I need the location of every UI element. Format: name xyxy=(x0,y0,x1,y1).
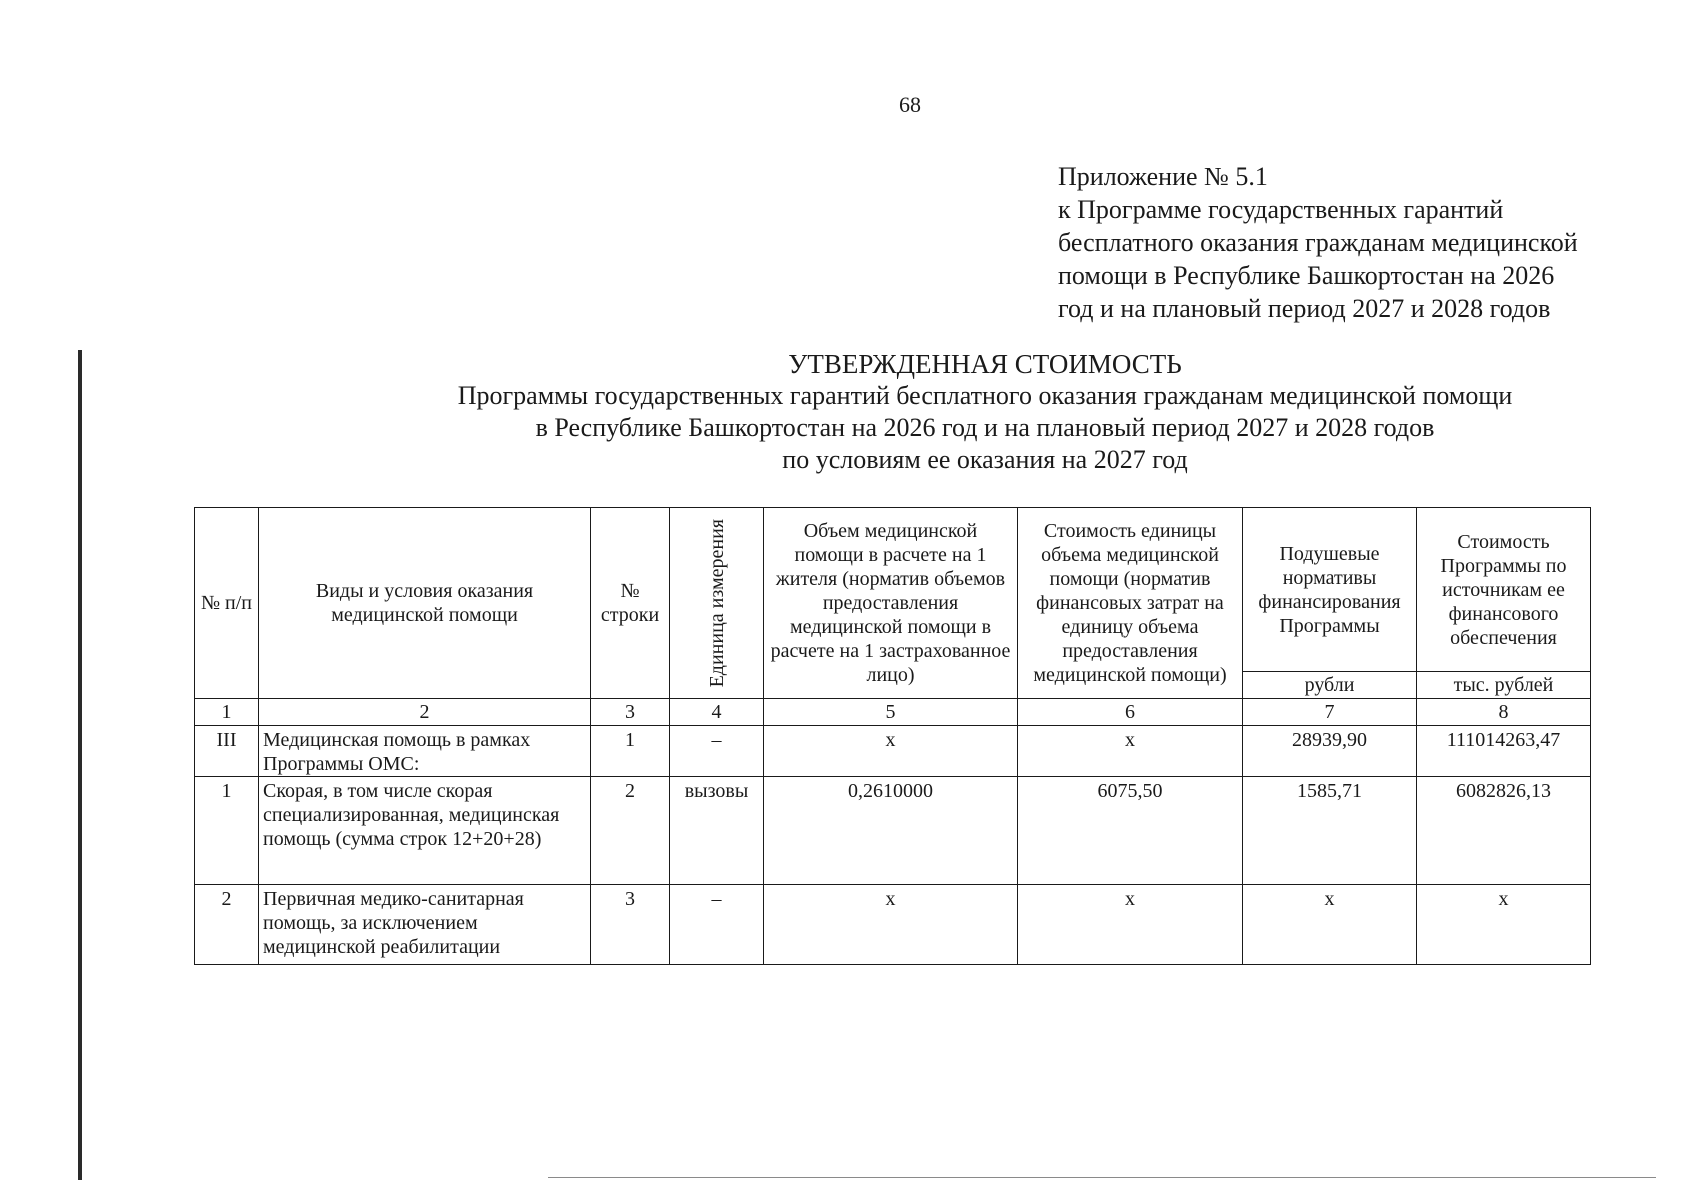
appendix-line: год и на плановый период 2027 и 2028 годов xyxy=(1058,294,1551,323)
header-unit-label: Единица измерения xyxy=(705,518,728,688)
cell-line: 1 xyxy=(591,726,670,777)
header-program-cost: Стоимость Программы по источникам ее финансового обеспечения xyxy=(1417,508,1591,672)
column-number: 2 xyxy=(259,699,591,726)
column-number: 7 xyxy=(1243,699,1417,726)
document-subtitle-line: в Республике Башкортостан на 2026 год и на плановый период 2027 и 2028 годов xyxy=(535,413,1435,442)
document-subtitle-line: Программы государственных гарантий бесплатного оказания гражданам медицинской помощи xyxy=(457,381,1513,410)
cell-num: 2 xyxy=(195,885,259,965)
cell-line: 3 xyxy=(591,885,670,965)
appendix-note xyxy=(1058,160,1618,325)
unit-rubles: рубли xyxy=(1243,672,1417,699)
table-row xyxy=(195,726,1591,777)
cell-unit: вызовы xyxy=(670,777,764,885)
column-number-row xyxy=(195,699,1591,726)
cell-name: Первичная медико-санитарная помощь, за исключением медицинской реабилитации xyxy=(259,885,591,965)
cell-num: III xyxy=(195,726,259,777)
cell-per-capita: 28939,90 xyxy=(1243,726,1417,777)
cell-line: 2 xyxy=(591,777,670,885)
table-row xyxy=(195,777,1591,885)
cell-name: Медицинская помощь в рамках Программы ОМС: xyxy=(259,726,591,777)
header-unit xyxy=(670,508,764,699)
appendix-line: бесплатного оказания гражданам медицинской xyxy=(1058,228,1578,257)
cost-table xyxy=(194,507,1591,965)
unit-thousand-rubles: тыс. рублей xyxy=(1417,672,1591,699)
header-unit-cost: Стоимость единицы объема медицинской помощи (норматив финансовых затрат на единицу объема предоставления медицинской помощи) xyxy=(1018,508,1243,699)
scan-bottom-line xyxy=(548,1177,1656,1178)
column-number: 1 xyxy=(195,699,259,726)
table-row xyxy=(195,885,1591,965)
cell-num: 1 xyxy=(195,777,259,885)
appendix-line: помощи в Республике Башкортостан на 2026 xyxy=(1058,261,1555,290)
document-subtitle-line: по условиям ее оказания на 2027 год xyxy=(782,445,1188,474)
document-title-block xyxy=(190,348,1697,476)
cell-unit-cost: x xyxy=(1018,726,1243,777)
cell-name: Скорая, в том числе скорая специализированная, медицинская помощь (сумма строк 12+20+28) xyxy=(259,777,591,885)
header-line-number: № строки xyxy=(591,508,670,699)
header-care-type: Виды и условия оказания медицинской помощи xyxy=(259,508,591,699)
cell-volume: 0,2610000 xyxy=(764,777,1018,885)
cell-volume: x xyxy=(764,726,1018,777)
cell-total: x xyxy=(1417,885,1591,965)
scan-edge-bar xyxy=(78,350,82,1180)
page-number: 68 xyxy=(899,92,921,117)
appendix-line: к Программе государственных гарантий xyxy=(1058,195,1504,224)
column-number: 8 xyxy=(1417,699,1591,726)
cell-total: 111014263,47 xyxy=(1417,726,1591,777)
header-row-number: № п/п xyxy=(195,508,259,699)
cell-per-capita: x xyxy=(1243,885,1417,965)
appendix-line: Приложение № 5.1 xyxy=(1058,162,1268,191)
column-number: 5 xyxy=(764,699,1018,726)
column-number: 6 xyxy=(1018,699,1243,726)
cell-volume: x xyxy=(764,885,1018,965)
cell-unit: – xyxy=(670,885,764,965)
column-number: 3 xyxy=(591,699,670,726)
column-number: 4 xyxy=(670,699,764,726)
cell-per-capita: 1585,71 xyxy=(1243,777,1417,885)
document-title: УТВЕРЖДЕННАЯ СТОИМОСТЬ xyxy=(788,349,1182,379)
cell-total: 6082826,13 xyxy=(1417,777,1591,885)
cell-unit-cost: x xyxy=(1018,885,1243,965)
cell-unit-cost: 6075,50 xyxy=(1018,777,1243,885)
cell-unit: – xyxy=(670,726,764,777)
table-header-row xyxy=(195,508,1591,672)
header-volume: Объем медицинской помощи в расчете на 1 жителя (норматив объемов предоставления медицинской помощи в расчете на 1 застрахованное лицо) xyxy=(764,508,1018,699)
header-per-capita: Подушевые нормативы финансирования Программы xyxy=(1243,508,1417,672)
